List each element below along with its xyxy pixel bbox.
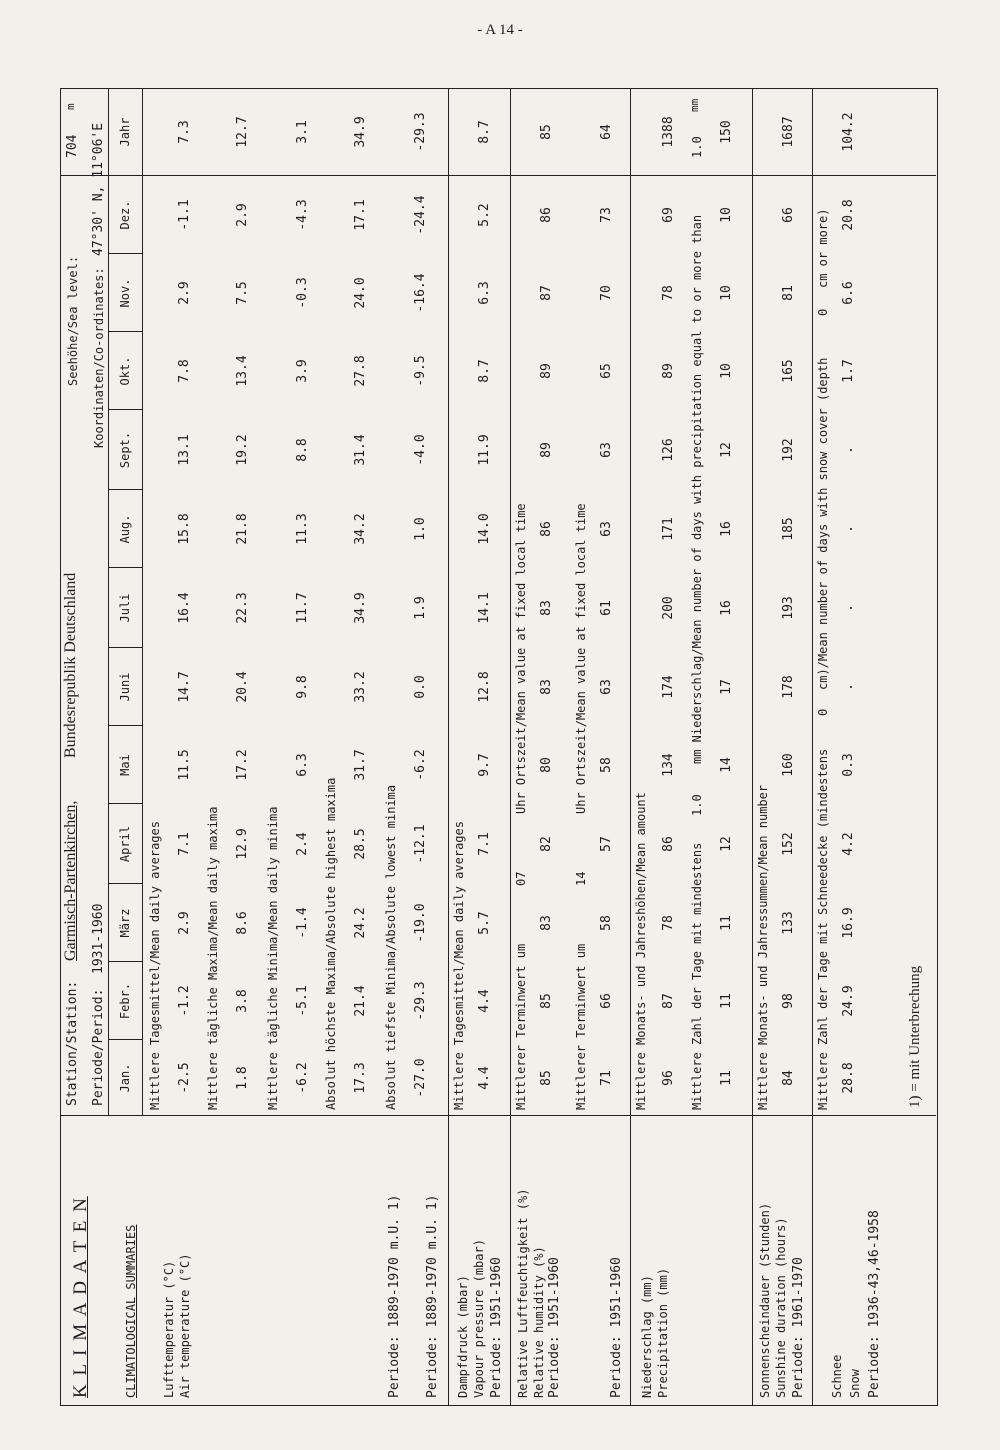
cell-temp-abs-max-8: 31.4 <box>353 434 368 466</box>
cell-temp-abs-min-12: -29.3 <box>413 112 428 152</box>
cell-humidity-07-7: 86 <box>539 521 554 537</box>
cell-temp-max-4: 17.2 <box>235 749 250 781</box>
cell-temp-mean-7: 15.8 <box>177 513 192 545</box>
month-header-2: März <box>118 908 132 938</box>
cell-precip-amount-12: 1388 <box>661 116 676 148</box>
label-column-divider <box>60 1115 936 1116</box>
footnote: 1) = mit Unterbrechung <box>907 965 923 1108</box>
cell-temp-abs-min-2: -19.0 <box>413 903 428 943</box>
cell-humidity-14-6: 61 <box>599 600 614 616</box>
month-header-8: Sept. <box>118 431 132 469</box>
cell-temp-min-7: 11.3 <box>295 513 310 545</box>
cell-snow-12: 104.2 <box>841 112 856 152</box>
cell-precip-days-4: 14 <box>719 757 734 773</box>
caption-precip-days-d: 1.0 <box>690 136 704 158</box>
sea-level-label: Seehöhe/Sea level: <box>66 255 80 386</box>
cell-precip-amount-4: 134 <box>661 753 676 777</box>
cell-humidity-07-5: 83 <box>539 679 554 695</box>
cell-humidity-07-10: 87 <box>539 285 554 301</box>
cell-temp-mean-2: 2.9 <box>177 911 192 935</box>
climate-table <box>60 88 938 1406</box>
period-value: 1931-1960 <box>91 903 106 974</box>
vapour-period: Periode: 1951-1960 <box>489 1257 504 1398</box>
cell-sunshine-4: 160 <box>781 753 796 777</box>
cell-temp-min-3: 2.4 <box>295 832 310 856</box>
cell-snow-6: . <box>841 604 856 612</box>
cell-snow-7: . <box>841 525 856 533</box>
station-country: Bundesrepublik Deutschland <box>62 572 79 758</box>
sea-level-unit: m <box>64 103 77 110</box>
cell-temp-min-12: 3.1 <box>295 120 310 144</box>
cell-temp-mean-12: 7.3 <box>177 120 192 144</box>
cell-temp-abs-max-11: 17.1 <box>353 199 368 231</box>
cell-temp-max-6: 22.3 <box>235 592 250 624</box>
cell-precip-days-2: 11 <box>719 915 734 931</box>
section-divider <box>630 88 631 1406</box>
caption-temp-max: Mittlere tägliche Maxima/Mean daily maxima <box>206 806 220 1110</box>
cell-humidity-07-11: 86 <box>539 207 554 223</box>
cell-snow-5: . <box>841 683 856 691</box>
cell-precip-days-12: 150 <box>719 120 734 144</box>
cell-temp-abs-min-4: -6.2 <box>413 749 428 781</box>
period-label: Periode/Period: <box>91 988 106 1106</box>
cell-humidity-14-7: 63 <box>599 521 614 537</box>
cell-temp-abs-max-0: 17.3 <box>353 1062 368 1094</box>
month-header-7: Aug. <box>118 514 132 544</box>
cell-humidity-07-1: 85 <box>539 993 554 1009</box>
cell-precip-amount-8: 126 <box>661 438 676 462</box>
cell-humidity-14-2: 58 <box>599 915 614 931</box>
cell-precip-amount-11: 69 <box>661 207 676 223</box>
caption-precip-days-c: mm Niederschlag/Mean number of days with precipitation equal to or more than <box>690 214 704 764</box>
cell-precip-amount-3: 86 <box>661 836 676 852</box>
cell-temp-min-9: 3.9 <box>295 359 310 383</box>
cell-humidity-07-0: 85 <box>539 1070 554 1086</box>
cell-humidity-14-4: 58 <box>599 757 614 773</box>
cell-sunshine-12: 1687 <box>781 116 796 148</box>
cell-precip-amount-5: 174 <box>661 675 676 699</box>
cell-snow-2: 16.9 <box>841 907 856 939</box>
caption-precip-days-e: mm <box>688 98 701 112</box>
caption-humidity-07a: Mittlerer Terminwert um <box>514 943 528 1110</box>
month-header-10: Nov. <box>118 278 132 308</box>
cell-temp-max-8: 19.2 <box>235 434 250 466</box>
cell-humidity-14-1: 66 <box>599 993 614 1009</box>
cell-snow-0: 28.8 <box>841 1062 856 1094</box>
page-subtitle: CLIMATOLOGICAL SUMMARIES <box>124 1224 138 1398</box>
cell-vapour-5: 12.8 <box>477 671 492 703</box>
month-header-bottom <box>142 88 143 1116</box>
caption-humidity-07c: Uhr Ortszeit/Mean value at fixed local time <box>514 503 528 814</box>
month-header-1: Febr. <box>118 982 132 1020</box>
cell-vapour-11: 5.2 <box>477 203 492 227</box>
cell-sunshine-5: 178 <box>781 675 796 699</box>
cell-snow-10: 6.6 <box>841 281 856 305</box>
cell-humidity-07-3: 82 <box>539 836 554 852</box>
caption-snow-a: Mittlere Zahl der Tage mit Schneedecke (mindestens <box>816 748 830 1110</box>
cell-humidity-14-3: 57 <box>599 836 614 852</box>
cell-vapour-7: 14.0 <box>477 513 492 545</box>
cell-temp-max-1: 3.8 <box>235 989 250 1013</box>
cell-temp-abs-max-3: 28.5 <box>353 828 368 860</box>
cell-vapour-4: 9.7 <box>477 753 492 777</box>
cell-temp-abs-max-7: 34.2 <box>353 513 368 545</box>
cell-sunshine-3: 152 <box>781 832 796 856</box>
cell-temp-abs-max-1: 21.4 <box>353 985 368 1017</box>
cell-temp-mean-6: 16.4 <box>177 592 192 624</box>
caption-precip-days-a: Mittlere Zahl der Tage mit mindestens <box>690 842 704 1110</box>
cell-snow-8: . <box>841 446 856 454</box>
cell-sunshine-0: 84 <box>781 1070 796 1086</box>
cell-snow-4: 0.3 <box>841 753 856 777</box>
month-header-11: Dez. <box>118 200 132 230</box>
caption-humidity-14a: Mittlerer Terminwert um <box>574 943 588 1110</box>
cell-temp-min-2: -1.4 <box>295 907 310 939</box>
cell-temp-abs-min-7: 1.0 <box>413 517 428 541</box>
temp-period-2: Periode: 1889-1970 m.U. 1) <box>425 1194 440 1398</box>
caption-sunshine: Mittlere Monats- und Jahressummen/Mean number <box>756 784 770 1110</box>
caption-temp-min: Mittlere tägliche Minima/Mean daily minima <box>266 806 280 1110</box>
cell-snow-3: 4.2 <box>841 832 856 856</box>
sunshine-label-en: Sunshine duration (hours) <box>774 1217 788 1398</box>
humidity-label-en: Relative humidity (%) <box>532 1246 546 1398</box>
cell-sunshine-8: 192 <box>781 438 796 462</box>
caption-temp-abs-min: Absolut tiefste Minima/Absolute lowest minima <box>384 784 398 1110</box>
cell-temp-abs-min-0: -27.0 <box>413 1058 428 1098</box>
cell-precip-days-11: 10 <box>719 207 734 223</box>
cell-humidity-07-9: 89 <box>539 363 554 379</box>
caption-snow-d: 0 <box>816 308 830 316</box>
cell-humidity-07-12: 85 <box>539 124 554 140</box>
vapour-label-en: Vapour pressure (mbar) <box>472 1239 486 1398</box>
cell-temp-abs-min-8: -4.0 <box>413 434 428 466</box>
month-header-12: Jahr <box>118 117 132 147</box>
month-header-6: Juli <box>118 593 132 623</box>
caption-precip-days-b: 1.0 <box>690 794 704 816</box>
cell-precip-amount-9: 89 <box>661 363 676 379</box>
caption-humidity-14b: 14 <box>574 871 588 886</box>
cell-temp-abs-max-12: 34.9 <box>353 116 368 148</box>
cell-vapour-1: 4.4 <box>477 989 492 1013</box>
cell-precip-days-10: 10 <box>719 285 734 301</box>
page-title: K L I M A D A T E N <box>70 1196 91 1398</box>
coords-label: Koordinaten/Co-ordinates: <box>92 267 106 448</box>
caption-vapour: Mittlere Tagesmittel/Mean daily averages <box>452 821 466 1110</box>
cell-vapour-3: 7.1 <box>477 832 492 856</box>
sunshine-label-de: Sonnenscheindauer (Stunden) <box>758 1202 772 1398</box>
cell-temp-max-5: 20.4 <box>235 671 250 703</box>
cell-humidity-14-8: 63 <box>599 442 614 458</box>
cell-temp-max-7: 21.8 <box>235 513 250 545</box>
cell-sunshine-10: 81 <box>781 285 796 301</box>
cell-vapour-9: 8.7 <box>477 359 492 383</box>
precip-label-de: Niederschlag (mm) <box>640 1275 654 1398</box>
cell-sunshine-1: 98 <box>781 993 796 1009</box>
coords-value: 47°30' N, 11°06'E <box>91 122 106 256</box>
cell-temp-min-11: -4.3 <box>295 199 310 231</box>
cell-humidity-14-5: 63 <box>599 679 614 695</box>
cell-humidity-07-8: 89 <box>539 442 554 458</box>
cell-temp-abs-max-10: 24.0 <box>353 277 368 309</box>
cell-precip-amount-6: 200 <box>661 596 676 620</box>
snow-label-en: Snow <box>848 1369 862 1398</box>
cell-precip-days-6: 16 <box>719 600 734 616</box>
cell-precip-amount-1: 87 <box>661 993 676 1009</box>
cell-temp-min-4: 6.3 <box>295 753 310 777</box>
cell-snow-1: 24.9 <box>841 985 856 1017</box>
cell-vapour-0: 4.4 <box>477 1066 492 1090</box>
cell-temp-mean-5: 14.7 <box>177 671 192 703</box>
month-header-0: Jan. <box>118 1063 132 1093</box>
cell-snow-9: 1.7 <box>841 359 856 383</box>
cell-temp-min-1: -5.1 <box>295 985 310 1017</box>
snow-period: Periode: 1936-43,46-1958 <box>867 1210 882 1398</box>
humidity-label-de: Relative Luftfeuchtigkeit (%) <box>516 1188 530 1398</box>
cell-sunshine-9: 165 <box>781 359 796 383</box>
cell-precip-days-0: 11 <box>719 1070 734 1086</box>
cell-temp-mean-9: 7.8 <box>177 359 192 383</box>
cell-precip-days-8: 12 <box>719 442 734 458</box>
cell-humidity-14-11: 73 <box>599 207 614 223</box>
cell-temp-abs-min-1: -29.3 <box>413 981 428 1021</box>
temp-period-1: Periode: 1889-1970 m.U. 1) <box>387 1194 402 1398</box>
humidity-period-1: Periode: 1951-1960 <box>547 1257 562 1398</box>
caption-temp-abs-max: Absolut höchste Maxima/Absolute highest maxima <box>324 777 338 1110</box>
cell-temp-max-0: 1.8 <box>235 1066 250 1090</box>
cell-temp-min-8: 8.8 <box>295 438 310 462</box>
cell-sunshine-6: 193 <box>781 596 796 620</box>
cell-temp-abs-min-9: -9.5 <box>413 355 428 387</box>
cell-precip-days-7: 16 <box>719 521 734 537</box>
caption-precip-amount: Mittlere Monats- und Jahreshöhen/Mean amount <box>634 792 648 1110</box>
cell-temp-max-10: 7.5 <box>235 281 250 305</box>
cell-temp-mean-1: -1.2 <box>177 985 192 1017</box>
cell-humidity-07-2: 83 <box>539 915 554 931</box>
cell-temp-min-6: 11.7 <box>295 592 310 624</box>
caption-snow-b: 0 <box>816 708 830 716</box>
cell-temp-mean-11: -1.1 <box>177 199 192 231</box>
cell-temp-max-3: 12.9 <box>235 828 250 860</box>
cell-sunshine-7: 185 <box>781 517 796 541</box>
cell-vapour-2: 5.7 <box>477 911 492 935</box>
month-header-9: Okt. <box>118 356 132 386</box>
cell-precip-amount-2: 78 <box>661 915 676 931</box>
cell-temp-abs-max-4: 31.7 <box>353 749 368 781</box>
cell-sunshine-11: 66 <box>781 207 796 223</box>
caption-humidity-07b: 07 <box>514 871 528 886</box>
cell-precip-days-9: 10 <box>719 363 734 379</box>
cell-temp-abs-max-5: 33.2 <box>353 671 368 703</box>
cell-vapour-12: 8.7 <box>477 120 492 144</box>
cell-temp-mean-10: 2.9 <box>177 281 192 305</box>
cell-temp-min-0: -6.2 <box>295 1062 310 1094</box>
precip-label-en: Precipitation (mm) <box>656 1267 670 1398</box>
page-number: - A 14 - <box>477 22 523 38</box>
cell-vapour-6: 14.1 <box>477 592 492 624</box>
month-header-3: April <box>118 825 132 863</box>
cell-precip-amount-10: 78 <box>661 285 676 301</box>
caption-snow-e: cm or more) <box>816 208 830 288</box>
temp-label-de: Lufttemperatur (°C) <box>162 1260 176 1398</box>
cell-temp-mean-8: 13.1 <box>177 434 192 466</box>
cell-humidity-14-0: 71 <box>599 1070 614 1086</box>
cell-temp-abs-min-10: -16.4 <box>413 273 428 313</box>
cell-temp-abs-max-2: 24.2 <box>353 907 368 939</box>
section-divider <box>752 88 753 1406</box>
vapour-label-de: Dampfdruck (mbar) <box>456 1275 470 1398</box>
sea-level-value: 704 <box>65 134 80 158</box>
cell-snow-11: 20.8 <box>841 199 856 231</box>
cell-temp-max-2: 8.6 <box>235 911 250 935</box>
cell-vapour-8: 11.9 <box>477 434 492 466</box>
cell-vapour-10: 6.3 <box>477 281 492 305</box>
cell-precip-days-1: 11 <box>719 993 734 1009</box>
cell-humidity-14-12: 64 <box>599 124 614 140</box>
section-divider <box>448 88 449 1406</box>
cell-temp-mean-0: -2.5 <box>177 1062 192 1094</box>
year-column-divider <box>60 175 936 176</box>
cell-temp-min-10: -0.3 <box>295 277 310 309</box>
cell-humidity-07-6: 83 <box>539 600 554 616</box>
station-name: Garmisch-Partenkirchen, <box>62 800 79 961</box>
section-divider <box>510 88 511 1406</box>
cell-temp-abs-max-6: 34.9 <box>353 592 368 624</box>
section-divider <box>812 88 813 1406</box>
snow-label-de: Schnee <box>830 1354 844 1398</box>
cell-temp-abs-min-5: 0.0 <box>413 675 428 699</box>
temp-label-en: Air temperature (°C) <box>178 1253 192 1398</box>
month-header-5: Juni <box>118 672 132 702</box>
cell-temp-max-11: 2.9 <box>235 203 250 227</box>
cell-temp-abs-min-6: 1.9 <box>413 596 428 620</box>
cell-precip-days-5: 17 <box>719 679 734 695</box>
month-header-4: Mai <box>118 754 132 776</box>
cell-humidity-07-4: 80 <box>539 757 554 773</box>
caption-humidity-14c: Uhr Ortszeit/Mean value at fixed local time <box>574 503 588 814</box>
cell-temp-mean-4: 11.5 <box>177 749 192 781</box>
cell-precip-amount-0: 96 <box>661 1070 676 1086</box>
station-label: Station/Station: <box>65 980 80 1106</box>
cell-precip-days-3: 12 <box>719 836 734 852</box>
cell-temp-abs-min-3: -12.1 <box>413 824 428 864</box>
cell-temp-abs-max-9: 27.8 <box>353 355 368 387</box>
caption-temp-mean: Mittlere Tagesmittel/Mean daily averages <box>148 821 162 1110</box>
cell-precip-amount-7: 171 <box>661 517 676 541</box>
caption-snow-c: cm)/Mean number of days with snow cover (depth <box>816 357 830 690</box>
cell-temp-min-5: 9.8 <box>295 675 310 699</box>
cell-humidity-14-10: 70 <box>599 285 614 301</box>
cell-humidity-14-9: 65 <box>599 363 614 379</box>
cell-temp-max-12: 12.7 <box>235 116 250 148</box>
cell-temp-max-9: 13.4 <box>235 355 250 387</box>
sunshine-period: Periode: 1961-1970 <box>791 1257 806 1398</box>
cell-temp-abs-min-11: -24.4 <box>413 195 428 235</box>
cell-temp-mean-3: 7.1 <box>177 832 192 856</box>
humidity-period-2: Periode: 1951-1960 <box>609 1257 624 1398</box>
cell-sunshine-2: 133 <box>781 911 796 935</box>
